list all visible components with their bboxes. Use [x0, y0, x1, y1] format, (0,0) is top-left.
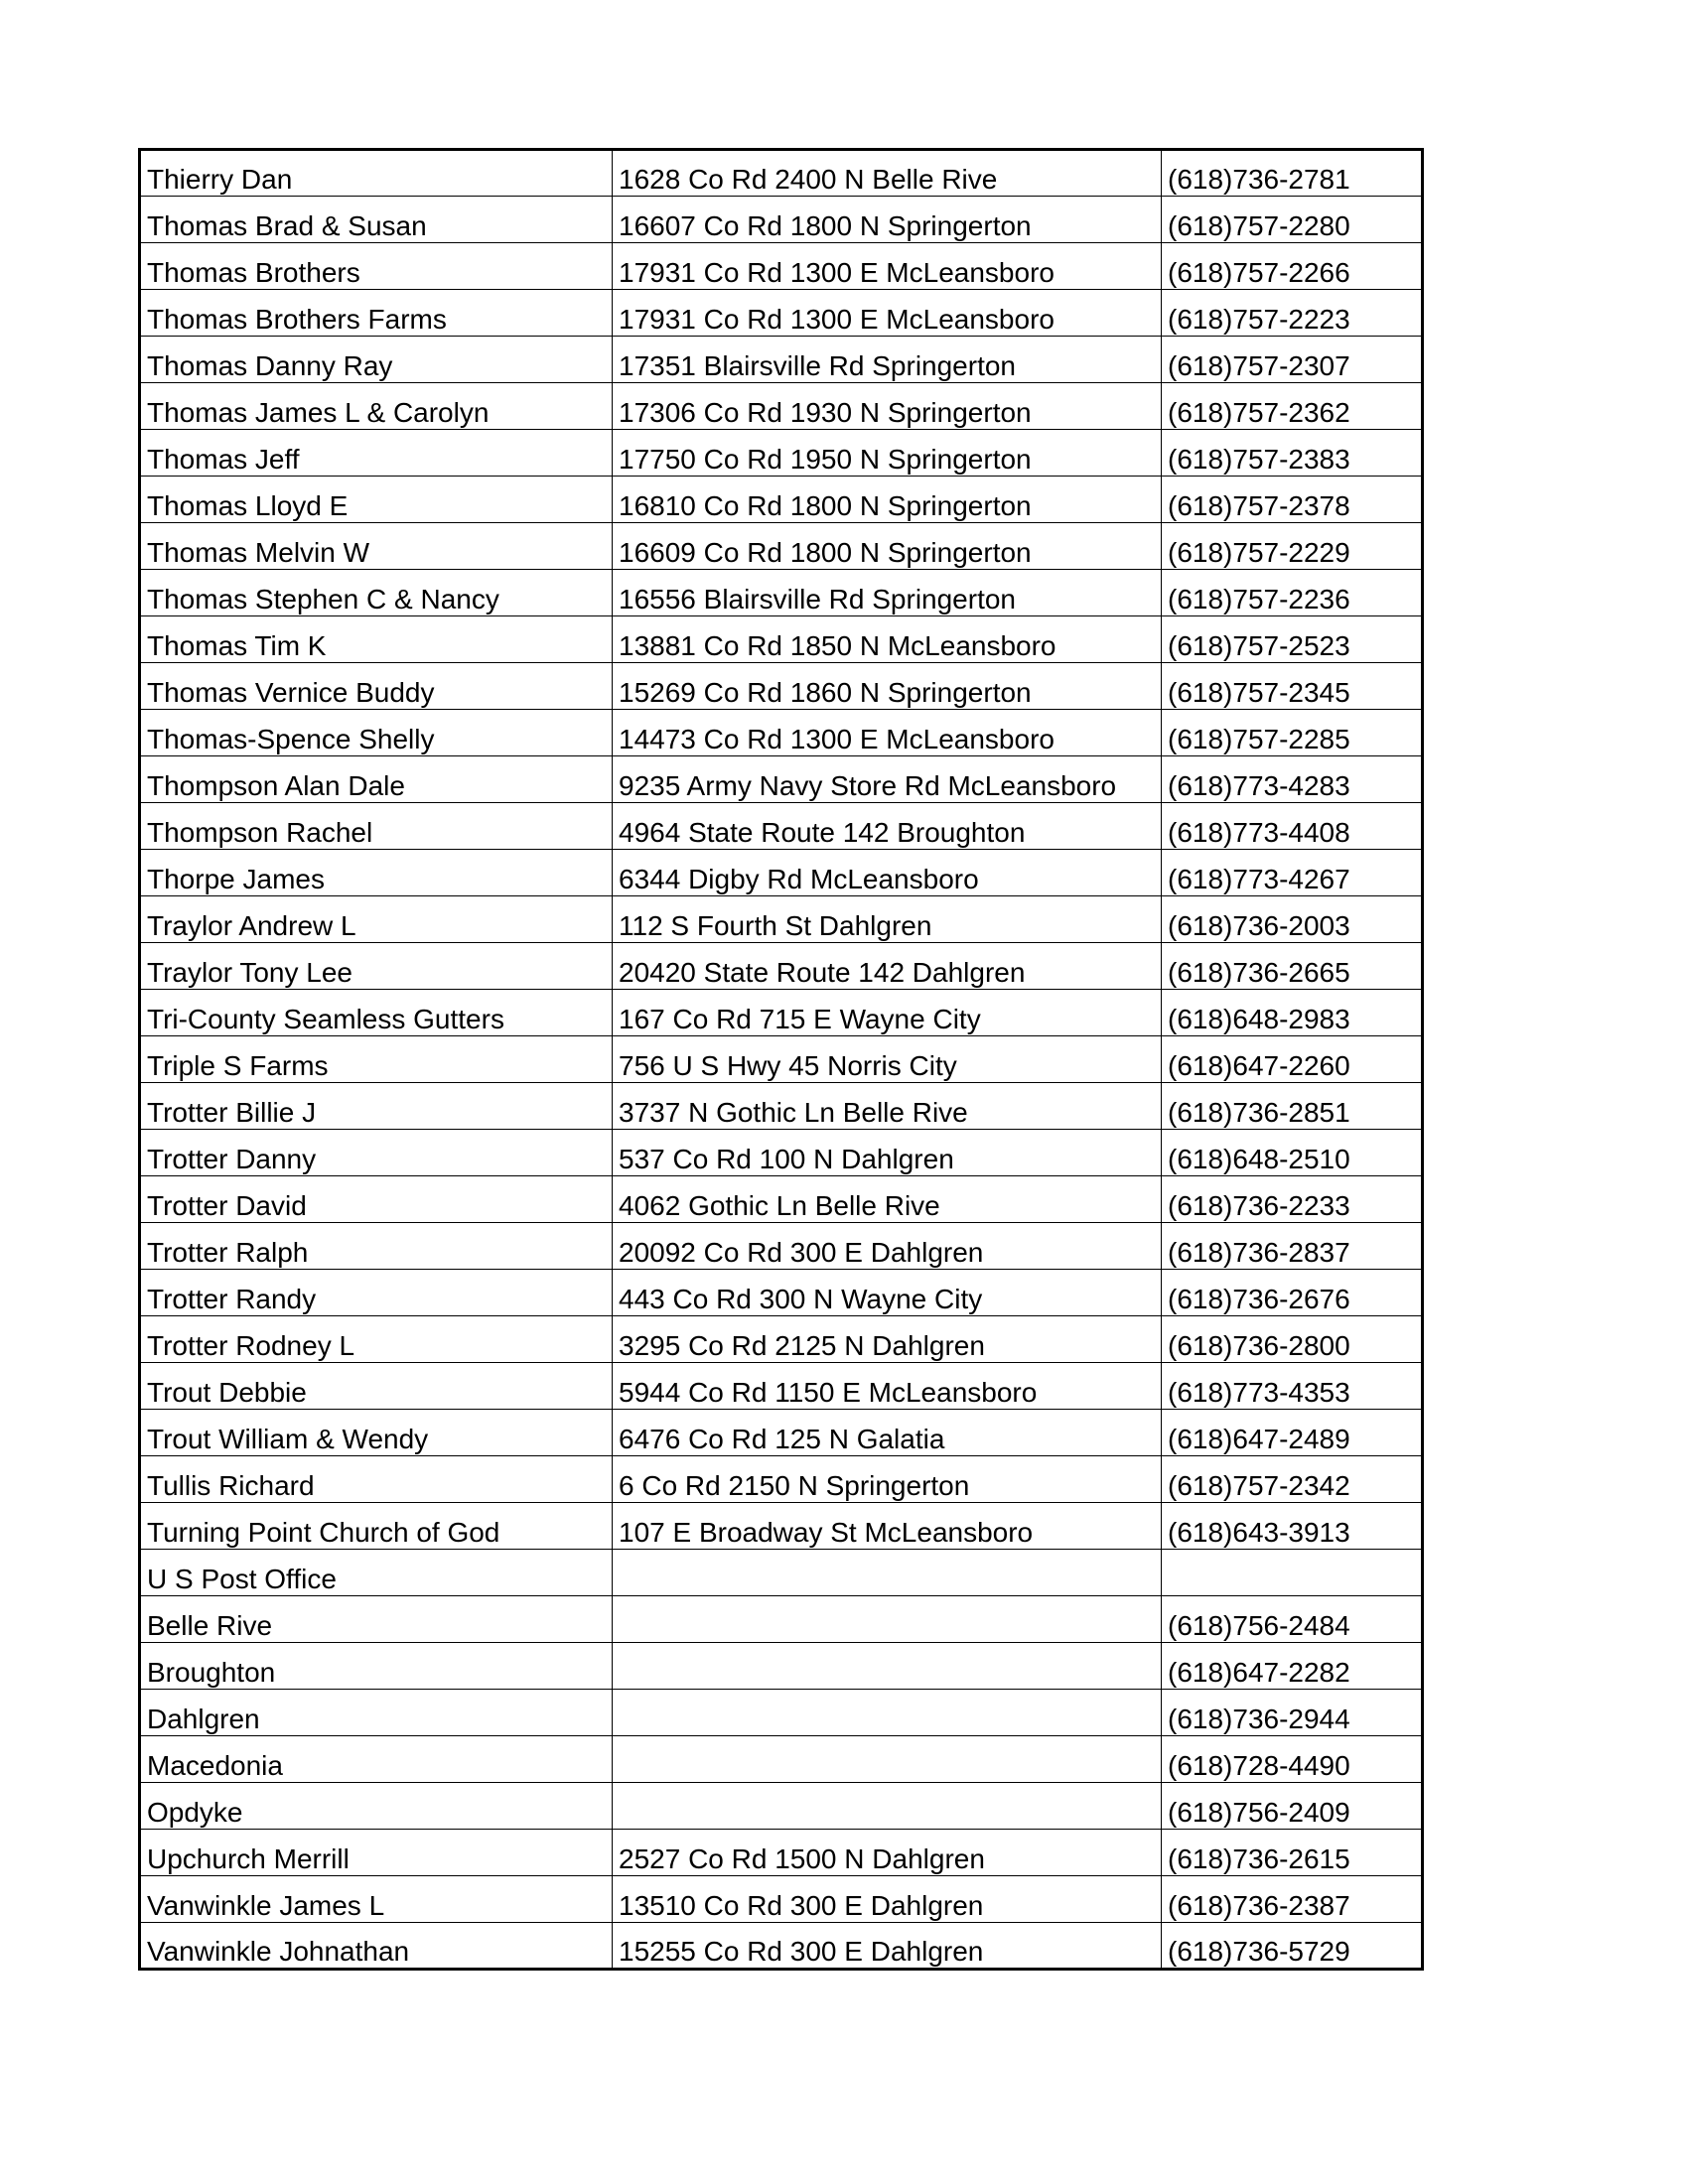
address-cell [613, 1596, 1162, 1643]
phone-cell: (618)736-2003 [1162, 896, 1423, 943]
name-cell: Trout William & Wendy [140, 1410, 613, 1456]
table-row [140, 243, 1423, 290]
phone-cell: (618)757-2280 [1162, 197, 1423, 243]
name-cell: Thomas Tim K [140, 616, 613, 663]
phone-cell: (618)736-2615 [1162, 1830, 1423, 1876]
table-row [140, 850, 1423, 896]
name-cell: Trotter Ralph [140, 1223, 613, 1270]
table-row [140, 663, 1423, 710]
table-row [140, 383, 1423, 430]
table-row [140, 1736, 1423, 1783]
phone-cell: (618)756-2409 [1162, 1783, 1423, 1830]
address-cell: 2527 Co Rd 1500 N Dahlgren [613, 1830, 1162, 1876]
address-cell: 443 Co Rd 300 N Wayne City [613, 1270, 1162, 1316]
name-cell: Tullis Richard [140, 1456, 613, 1503]
phone-cell: (618)643-3913 [1162, 1503, 1423, 1550]
address-cell: 16810 Co Rd 1800 N Springerton [613, 477, 1162, 523]
address-cell: 17931 Co Rd 1300 E McLeansboro [613, 290, 1162, 337]
name-cell: Thomas-Spence Shelly [140, 710, 613, 756]
table-row [140, 477, 1423, 523]
name-cell: Thorpe James [140, 850, 613, 896]
address-cell: 6344 Digby Rd McLeansboro [613, 850, 1162, 896]
name-cell: Opdyke [140, 1783, 613, 1830]
phone-cell: (618)736-5729 [1162, 1923, 1423, 1970]
table-row [140, 1363, 1423, 1410]
phone-cell: (618)736-2665 [1162, 943, 1423, 990]
phone-cell: (618)757-2362 [1162, 383, 1423, 430]
table-row [140, 1036, 1423, 1083]
phone-cell: (618)648-2510 [1162, 1130, 1423, 1176]
table-row [140, 570, 1423, 616]
phone-cell: (618)736-2387 [1162, 1876, 1423, 1923]
phone-cell: (618)736-2781 [1162, 150, 1423, 197]
name-cell: Macedonia [140, 1736, 613, 1783]
name-cell: Vanwinkle Johnathan [140, 1923, 613, 1970]
name-cell: Vanwinkle James L [140, 1876, 613, 1923]
table-row [140, 756, 1423, 803]
name-cell: Traylor Andrew L [140, 896, 613, 943]
address-cell: 15255 Co Rd 300 E Dahlgren [613, 1923, 1162, 1970]
phone-cell: (618)757-2236 [1162, 570, 1423, 616]
address-cell: 3737 N Gothic Ln Belle Rive [613, 1083, 1162, 1130]
phone-cell: (618)736-2851 [1162, 1083, 1423, 1130]
table-row [140, 990, 1423, 1036]
name-cell: Thomas Brothers Farms [140, 290, 613, 337]
table-row [140, 1783, 1423, 1830]
table-row [140, 1923, 1423, 1970]
name-cell: Thierry Dan [140, 150, 613, 197]
address-cell: 107 E Broadway St McLeansboro [613, 1503, 1162, 1550]
name-cell: Trotter Randy [140, 1270, 613, 1316]
address-cell: 17306 Co Rd 1930 N Springerton [613, 383, 1162, 430]
phone-cell: (618)647-2489 [1162, 1410, 1423, 1456]
table-row [140, 1316, 1423, 1363]
phone-cell: (618)647-2260 [1162, 1036, 1423, 1083]
address-cell: 6476 Co Rd 125 N Galatia [613, 1410, 1162, 1456]
table-row [140, 1270, 1423, 1316]
address-cell: 112 S Fourth St Dahlgren [613, 896, 1162, 943]
phone-cell: (618)757-2266 [1162, 243, 1423, 290]
table-row [140, 943, 1423, 990]
name-cell: Thomas Vernice Buddy [140, 663, 613, 710]
name-cell: Thompson Rachel [140, 803, 613, 850]
phone-cell: (618)757-2523 [1162, 616, 1423, 663]
phone-cell: (618)757-2285 [1162, 710, 1423, 756]
name-cell: Thomas Brad & Susan [140, 197, 613, 243]
name-cell: Dahlgren [140, 1690, 613, 1736]
phone-cell: (618)773-4353 [1162, 1363, 1423, 1410]
name-cell: Thomas Stephen C & Nancy [140, 570, 613, 616]
address-cell [613, 1783, 1162, 1830]
address-cell: 5944 Co Rd 1150 E McLeansboro [613, 1363, 1162, 1410]
name-cell: U S Post Office [140, 1550, 613, 1596]
table-row [140, 1456, 1423, 1503]
name-cell: Trotter Rodney L [140, 1316, 613, 1363]
address-cell [613, 1643, 1162, 1690]
phone-cell: (618)756-2484 [1162, 1596, 1423, 1643]
address-cell: 13881 Co Rd 1850 N McLeansboro [613, 616, 1162, 663]
phone-cell: (618)736-2233 [1162, 1176, 1423, 1223]
phone-cell: (618)736-2800 [1162, 1316, 1423, 1363]
address-cell [613, 1550, 1162, 1596]
name-cell: Trout Debbie [140, 1363, 613, 1410]
directory-body [140, 150, 1423, 1970]
phone-cell: (618)773-4267 [1162, 850, 1423, 896]
address-cell: 17351 Blairsville Rd Springerton [613, 337, 1162, 383]
phone-cell: (618)773-4283 [1162, 756, 1423, 803]
phone-cell [1162, 1550, 1423, 1596]
phone-cell: (618)736-2944 [1162, 1690, 1423, 1736]
phone-cell: (618)648-2983 [1162, 990, 1423, 1036]
address-cell: 4062 Gothic Ln Belle Rive [613, 1176, 1162, 1223]
table-row [140, 1176, 1423, 1223]
name-cell: Belle Rive [140, 1596, 613, 1643]
table-row [140, 523, 1423, 570]
name-cell: Thomas Melvin W [140, 523, 613, 570]
name-cell: Trotter Billie J [140, 1083, 613, 1130]
phone-cell: (618)757-2342 [1162, 1456, 1423, 1503]
address-cell: 14473 Co Rd 1300 E McLeansboro [613, 710, 1162, 756]
address-cell: 4964 State Route 142 Broughton [613, 803, 1162, 850]
table-row [140, 1830, 1423, 1876]
address-cell: 16556 Blairsville Rd Springerton [613, 570, 1162, 616]
address-cell: 6 Co Rd 2150 N Springerton [613, 1456, 1162, 1503]
table-row [140, 150, 1423, 197]
table-row [140, 1410, 1423, 1456]
table-row [140, 1596, 1423, 1643]
address-cell: 20420 State Route 142 Dahlgren [613, 943, 1162, 990]
name-cell: Triple S Farms [140, 1036, 613, 1083]
table-row [140, 803, 1423, 850]
name-cell: Thomas Jeff [140, 430, 613, 477]
address-cell: 167 Co Rd 715 E Wayne City [613, 990, 1162, 1036]
table-row [140, 1130, 1423, 1176]
phone-cell: (618)757-2383 [1162, 430, 1423, 477]
phone-cell: (618)728-4490 [1162, 1736, 1423, 1783]
address-cell: 9235 Army Navy Store Rd McLeansboro [613, 756, 1162, 803]
table-row [140, 1876, 1423, 1923]
phone-cell: (618)757-2223 [1162, 290, 1423, 337]
address-cell: 1628 Co Rd 2400 N Belle Rive [613, 150, 1162, 197]
table-row [140, 1643, 1423, 1690]
address-cell [613, 1690, 1162, 1736]
table-row [140, 1083, 1423, 1130]
address-cell: 17750 Co Rd 1950 N Springerton [613, 430, 1162, 477]
table-row [140, 896, 1423, 943]
phone-cell: (618)736-2837 [1162, 1223, 1423, 1270]
phone-cell: (618)757-2229 [1162, 523, 1423, 570]
phone-cell: (618)757-2378 [1162, 477, 1423, 523]
name-cell: Tri-County Seamless Gutters [140, 990, 613, 1036]
name-cell: Trotter Danny [140, 1130, 613, 1176]
table-row [140, 290, 1423, 337]
address-cell: 16607 Co Rd 1800 N Springerton [613, 197, 1162, 243]
name-cell: Trotter David [140, 1176, 613, 1223]
name-cell: Turning Point Church of God [140, 1503, 613, 1550]
address-cell: 16609 Co Rd 1800 N Springerton [613, 523, 1162, 570]
table-row [140, 710, 1423, 756]
phone-cell: (618)773-4408 [1162, 803, 1423, 850]
table-row [140, 337, 1423, 383]
name-cell: Thomas Brothers [140, 243, 613, 290]
phone-cell: (618)647-2282 [1162, 1643, 1423, 1690]
address-cell: 15269 Co Rd 1860 N Springerton [613, 663, 1162, 710]
directory-table [138, 148, 1424, 1971]
address-cell: 3295 Co Rd 2125 N Dahlgren [613, 1316, 1162, 1363]
table-row [140, 1503, 1423, 1550]
name-cell: Upchurch Merrill [140, 1830, 613, 1876]
address-cell: 13510 Co Rd 300 E Dahlgren [613, 1876, 1162, 1923]
address-cell [613, 1736, 1162, 1783]
table-row [140, 430, 1423, 477]
table-row [140, 1550, 1423, 1596]
address-cell: 537 Co Rd 100 N Dahlgren [613, 1130, 1162, 1176]
name-cell: Thomas James L & Carolyn [140, 383, 613, 430]
name-cell: Broughton [140, 1643, 613, 1690]
table-row [140, 197, 1423, 243]
address-cell: 17931 Co Rd 1300 E McLeansboro [613, 243, 1162, 290]
name-cell: Traylor Tony Lee [140, 943, 613, 990]
address-cell: 756 U S Hwy 45 Norris City [613, 1036, 1162, 1083]
name-cell: Thomas Lloyd E [140, 477, 613, 523]
name-cell: Thompson Alan Dale [140, 756, 613, 803]
phone-cell: (618)757-2307 [1162, 337, 1423, 383]
name-cell: Thomas Danny Ray [140, 337, 613, 383]
table-row [140, 1223, 1423, 1270]
phone-cell: (618)757-2345 [1162, 663, 1423, 710]
phone-cell: (618)736-2676 [1162, 1270, 1423, 1316]
table-row [140, 1690, 1423, 1736]
table-row [140, 616, 1423, 663]
address-cell: 20092 Co Rd 300 E Dahlgren [613, 1223, 1162, 1270]
